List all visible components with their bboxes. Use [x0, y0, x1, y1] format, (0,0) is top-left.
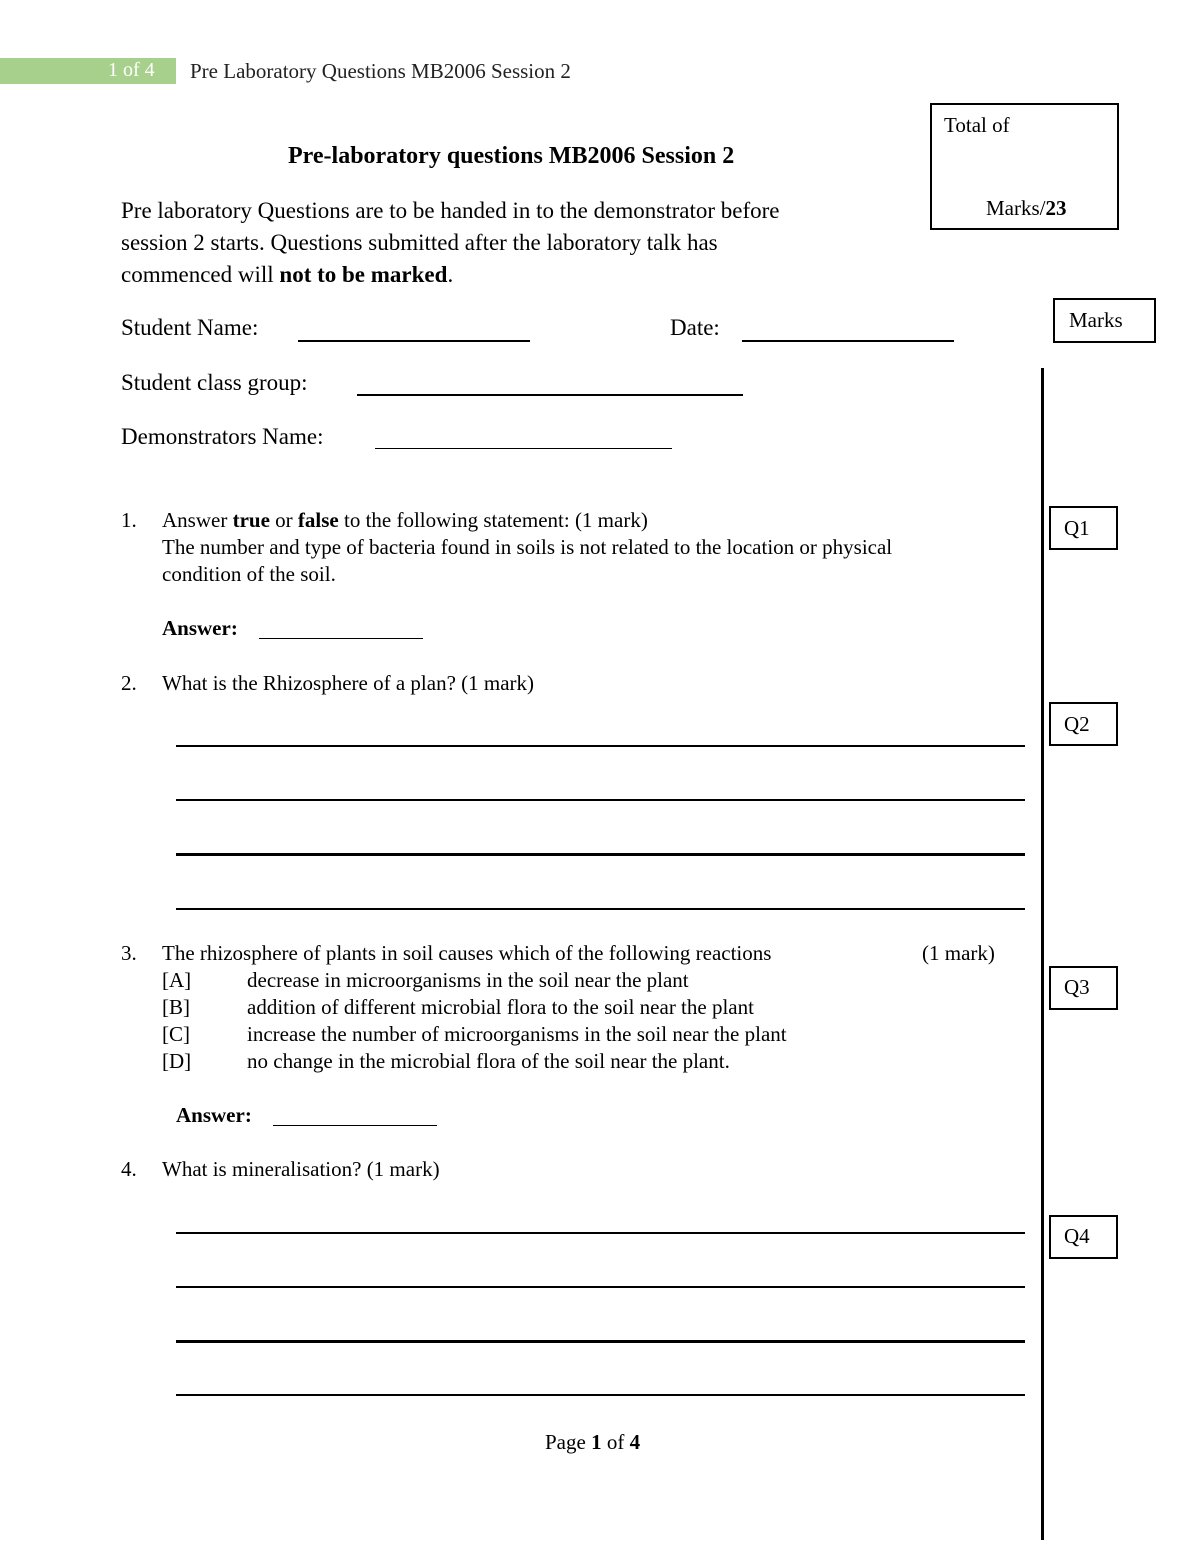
intro-line: Pre laboratory Questions are to be handed in to the demonstrator before: [121, 198, 780, 223]
total-marks-value: Marks/23: [986, 196, 1067, 220]
question-number: 3.: [121, 941, 137, 965]
question-mark-value: (1 mark): [922, 941, 995, 965]
student-name-field[interactable]: [298, 340, 530, 342]
marks-column-divider: [1041, 368, 1044, 1540]
q3-answer-field[interactable]: [273, 1125, 437, 1126]
page-indicator: 1 of 4: [108, 59, 155, 81]
option-letter: [D]: [162, 1049, 192, 1073]
option-text: no change in the microbial flora of the soil near the plant.: [247, 1049, 730, 1073]
marks-header-label: Marks: [1069, 308, 1123, 332]
q2-marks-label: Q2: [1064, 712, 1090, 736]
q2-answer-line[interactable]: [176, 799, 1025, 801]
q4-answer-line[interactable]: [176, 1394, 1025, 1396]
q1-marks-label: Q1: [1064, 516, 1090, 540]
q2-answer-line[interactable]: [176, 853, 1025, 856]
question-text: condition of the soil.: [162, 562, 336, 586]
option-text: decrease in microorganisms in the soil near the plant: [247, 968, 689, 992]
class-group-label: Student class group:: [121, 370, 308, 395]
question-text: What is mineralisation? (1 mark): [162, 1157, 440, 1181]
question-text: Answer true or false to the following statement: (1 mark): [162, 508, 648, 532]
question-text: The rhizosphere of plants in soil causes which of the following reactions: [162, 941, 772, 965]
q4-answer-line[interactable]: [176, 1232, 1025, 1234]
option-letter: [A]: [162, 968, 192, 992]
demonstrator-field[interactable]: [375, 448, 672, 449]
q4-answer-line[interactable]: [176, 1286, 1025, 1288]
option-text: addition of different microbial flora to the soil near the plant: [247, 995, 754, 1019]
answer-label: Answer:: [176, 1103, 252, 1127]
page-footer: Page 1 of 4: [545, 1430, 641, 1454]
q1-answer-field[interactable]: [259, 638, 423, 639]
header-title: Pre Laboratory Questions MB2006 Session 2: [190, 59, 571, 83]
date-field[interactable]: [742, 340, 954, 342]
question-text: What is the Rhizosphere of a plan? (1 mark): [162, 671, 535, 695]
demonstrator-label: Demonstrators Name:: [121, 424, 324, 449]
option-letter: [B]: [162, 995, 190, 1019]
q4-marks-label: Q4: [1064, 1224, 1090, 1248]
total-label: Total of: [944, 113, 1010, 137]
q4-answer-line[interactable]: [176, 1340, 1025, 1343]
q2-answer-line[interactable]: [176, 908, 1025, 910]
option-text: increase the number of microorganisms in the soil near the plant: [247, 1022, 787, 1046]
question-number: 1.: [121, 508, 137, 532]
page-title: Pre-laboratory questions MB2006 Session 2: [288, 143, 735, 169]
question-number: 2.: [121, 671, 137, 695]
date-label: Date:: [670, 315, 720, 340]
intro-line: session 2 starts. Questions submitted after the laboratory talk has: [121, 230, 718, 255]
intro-line: commenced will not to be marked.: [121, 262, 454, 287]
q2-answer-line[interactable]: [176, 745, 1025, 747]
q3-marks-label: Q3: [1064, 975, 1090, 999]
question-number: 4.: [121, 1157, 137, 1181]
option-letter: [C]: [162, 1022, 190, 1046]
student-name-label: Student Name:: [121, 315, 259, 340]
question-text: The number and type of bacteria found in soils is not related to the location or physical: [162, 535, 893, 559]
answer-label: Answer:: [162, 616, 238, 640]
class-group-field[interactable]: [357, 394, 743, 396]
